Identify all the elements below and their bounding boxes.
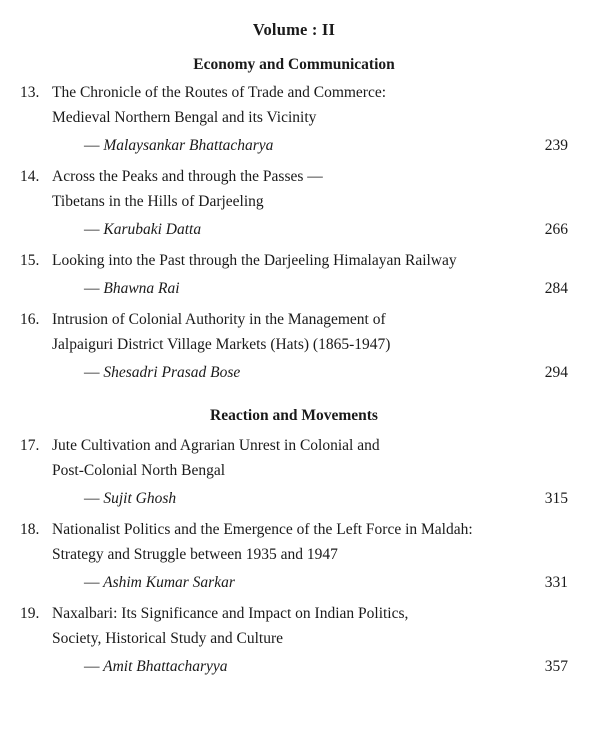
- entry-page-number: 266: [544, 221, 568, 238]
- entry-author-row: [18, 276, 570, 301]
- entry-author-row: [18, 486, 570, 511]
- toc-entry: [18, 80, 570, 158]
- entry-title-line: Post-Colonial North Bengal: [52, 462, 226, 479]
- entry-title: [52, 517, 570, 567]
- em-dash: —: [84, 364, 100, 381]
- em-dash: —: [84, 280, 100, 297]
- entry-title-line: Intrusion of Colonial Authority in the Management of: [52, 311, 386, 328]
- entry-title-line: Tibetans in the Hills of Darjeeling: [52, 193, 264, 210]
- toc-entry: [18, 433, 570, 511]
- entry-number: 13.: [20, 84, 40, 101]
- entry-page-number: 357: [544, 658, 568, 675]
- entry-title-line: Jute Cultivation and Agrarian Unrest in Colonial and: [52, 437, 380, 454]
- entry-author: [52, 570, 534, 595]
- entry-author-row: [18, 654, 570, 679]
- entry-author: [52, 133, 534, 158]
- entry-header: [18, 164, 570, 214]
- em-dash: —: [84, 658, 100, 675]
- toc-entry: [18, 307, 570, 385]
- entry-title-line: Strategy and Struggle between 1935 and 1947: [52, 546, 338, 563]
- entry-title-line: Looking into the Past through the Darjeeling Himalayan Railway: [52, 252, 457, 269]
- entry-header: [18, 307, 570, 357]
- toc-entry: [18, 601, 570, 679]
- toc-entry: [18, 164, 570, 242]
- entry-title-line: Society, Historical Study and Culture: [52, 630, 284, 647]
- em-dash: —: [84, 137, 100, 154]
- entry-page-number: 315: [544, 490, 568, 507]
- entry-header: [18, 601, 570, 651]
- entry-author: [52, 217, 534, 242]
- entry-header: [18, 248, 570, 273]
- entry-number: 17.: [20, 437, 40, 454]
- entry-title: [52, 248, 570, 273]
- entry-number: 15.: [20, 252, 40, 269]
- toc-entry: [18, 517, 570, 595]
- entry-author-row: [18, 133, 570, 158]
- entry-page-number: 284: [544, 280, 568, 297]
- entry-page-number: 294: [544, 364, 568, 381]
- entry-title: [52, 433, 570, 483]
- entry-title-line: Jalpaiguri District Village Markets (Hats) (1865-1947): [52, 336, 391, 353]
- entry-number: 16.: [20, 311, 40, 328]
- entry-author-row: [18, 360, 570, 385]
- entry-author-row: [18, 217, 570, 242]
- entry-page-number: 331: [544, 574, 568, 591]
- author-name: Bhawna Rai: [103, 280, 180, 297]
- entry-author: [52, 360, 534, 385]
- entry-number: 14.: [20, 168, 40, 185]
- em-dash: —: [84, 490, 100, 507]
- entry-header: [18, 517, 570, 567]
- entry-author: [52, 276, 534, 301]
- volume-title: Volume : II: [252, 20, 336, 39]
- em-dash: —: [84, 574, 100, 591]
- author-name: Amit Bhattacharyya: [103, 658, 228, 675]
- section-heading-reaction: Reaction and Movements: [210, 407, 378, 424]
- author-name: Malaysankar Bhattacharya: [103, 137, 274, 154]
- entry-title-line: Naxalbari: Its Significance and Impact on Indian Politics,: [52, 605, 409, 622]
- entry-title-line: Medieval Northern Bengal and its Vicinity: [52, 109, 317, 126]
- entry-title: [52, 164, 570, 214]
- section-heading-economy: Economy and Communication: [193, 56, 395, 73]
- author-name: Sujit Ghosh: [103, 490, 177, 507]
- entry-number: 19.: [20, 605, 40, 622]
- author-name: Shesadri Prasad Bose: [103, 364, 241, 381]
- entry-title-line: Nationalist Politics and the Emergence of the Left Force in Maldah:: [52, 521, 473, 538]
- entry-author-row: [18, 570, 570, 595]
- entry-title: [52, 307, 570, 357]
- entry-header: [18, 433, 570, 483]
- em-dash: —: [84, 221, 100, 238]
- author-name: Ashim Kumar Sarkar: [103, 574, 235, 591]
- entry-author: [52, 654, 534, 679]
- author-name: Karubaki Datta: [103, 221, 202, 238]
- entry-title-line: Across the Peaks and through the Passes —: [52, 168, 323, 185]
- entry-title: [52, 80, 570, 130]
- entry-header: [18, 80, 570, 130]
- entry-number: 18.: [20, 521, 40, 538]
- toc-entry: [18, 248, 570, 301]
- entry-page-number: 239: [544, 137, 568, 154]
- entry-author: [52, 486, 534, 511]
- entry-title: [52, 601, 570, 651]
- entry-title-line: The Chronicle of the Routes of Trade and Commerce:: [52, 84, 387, 101]
